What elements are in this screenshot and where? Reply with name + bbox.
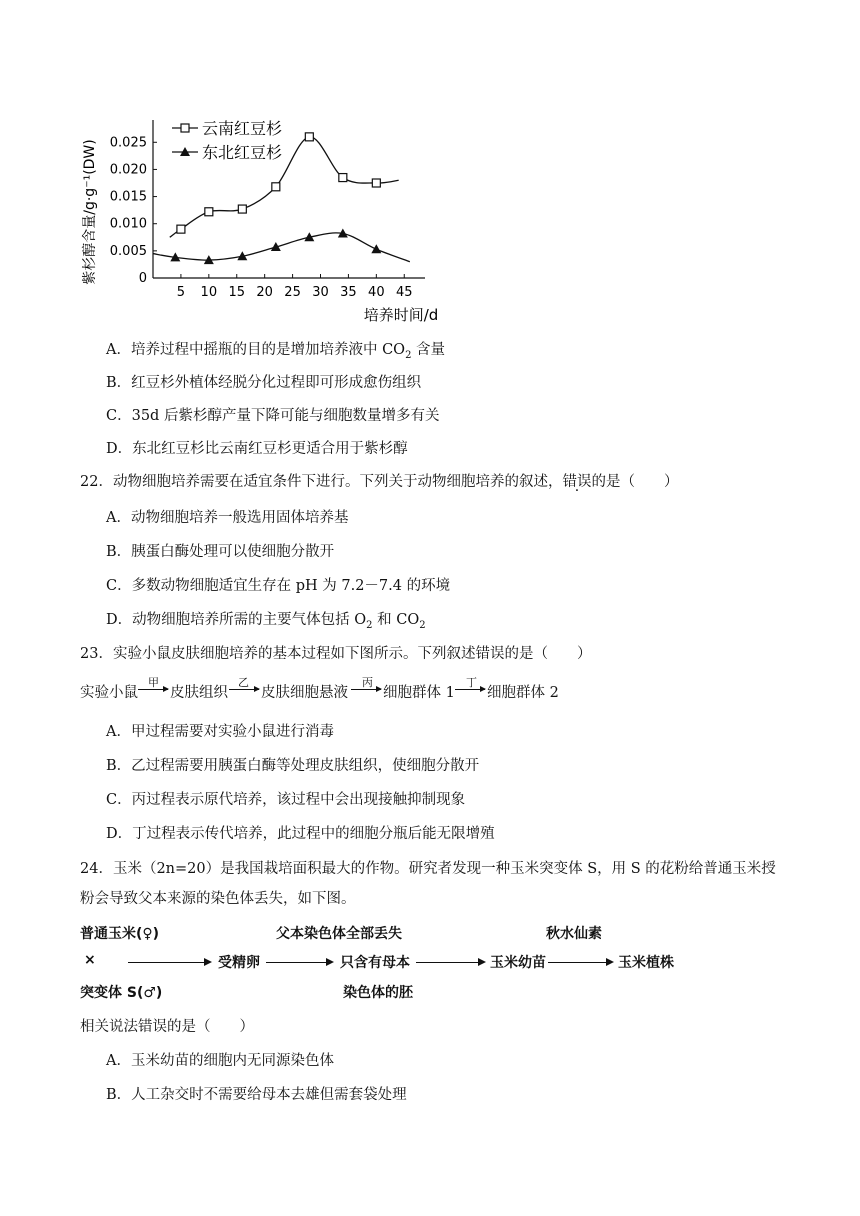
- data-point-square: [177, 225, 185, 233]
- q24-stem-line1: 24．玉米（2n=20）是我国栽培面积最大的作物。研究者发现一种玉米突变体 S，用 S 的花粉给普通玉米授: [80, 861, 776, 877]
- flow-arrow: [351, 689, 381, 690]
- y-tick-label: 0.015: [109, 189, 147, 205]
- x-axis-label: 培养时间/d: [363, 306, 439, 324]
- y-tick-label: 0: [138, 271, 147, 286]
- flow-step-label: 甲: [148, 676, 159, 689]
- q21-option-c: C．35d 后紫杉醇产量下降可能与细胞数量增多有关: [106, 408, 440, 424]
- data-point-square: [205, 208, 213, 216]
- loss-note: 父本染色体全部丢失: [276, 926, 402, 942]
- q24-tail: 相关说法错误的是（ ）: [80, 1019, 254, 1035]
- taxol-content-chart: [80, 108, 440, 336]
- legend-label: 东北红豆杉: [202, 143, 283, 162]
- q23-option-d: D．丁过程表示传代培养，此过程中的细胞分瓶后能无限增殖: [106, 826, 495, 842]
- y-tick-label: 0.010: [109, 216, 147, 232]
- embryo-line2: 染色体的胚: [343, 985, 413, 1001]
- cross-arrow: [128, 962, 210, 963]
- zygote: 受精卵: [218, 955, 260, 971]
- q23-option-b: B．乙过程需要用胰蛋白酶等处理皮肤组织，使细胞分散开: [106, 758, 480, 774]
- treatment-arrow: [548, 962, 612, 963]
- flow-node: 实验小鼠: [80, 685, 138, 701]
- data-point-square: [272, 183, 280, 191]
- flow-step-label: 丙: [362, 676, 373, 689]
- x-tick-label: 35: [340, 285, 357, 300]
- q22-option-b: B．胰蛋白酶处理可以使细胞分散开: [106, 544, 335, 560]
- flow-step-label: 丁: [466, 676, 477, 689]
- embryo-line1: 只含有母本: [340, 955, 410, 971]
- q21-option-a: A．培养过程中摇瓶的目的是增加培养液中 $CO_2$ 含量: [106, 342, 446, 361]
- x-tick-label: 5: [176, 285, 186, 300]
- q22-option-c: C．多数动物细胞适宜生存在 pH 为 7.2－7.4 的环境: [106, 578, 451, 594]
- flow-node: 细胞群体 1: [383, 685, 455, 701]
- parent-female: 普通玉米(♀): [80, 926, 160, 942]
- q23-option-c: C．丙过程表示原代培养，该过程中会出现接触抑制现象: [106, 792, 466, 808]
- flow-node: 皮肤细胞悬液: [261, 685, 348, 701]
- q21-option-b: B．红豆杉外植体经脱分化过程即可形成愈伤组织: [106, 375, 422, 391]
- flow-node: 细胞群体 2: [487, 685, 559, 701]
- q22-option-a: A．动物细胞培养一般选用固体培养基: [106, 510, 349, 526]
- q21-option-d: D．东北红豆杉比云南红豆杉更适合用于紫杉醇: [106, 441, 408, 457]
- q23-option-a: A．甲过程需要对实验小鼠进行消毒: [106, 724, 334, 740]
- data-point-square: [372, 179, 380, 187]
- flow-node: 皮肤组织: [170, 685, 228, 701]
- y-tick-label: 0.025: [109, 135, 147, 151]
- parent-male: 突变体 S(♂): [80, 985, 163, 1001]
- x-tick-label: 20: [256, 285, 273, 300]
- flow-arrow: [229, 689, 259, 690]
- cross-symbol: ×: [84, 952, 96, 968]
- data-point-square: [238, 205, 246, 213]
- data-point-square: [305, 133, 313, 141]
- q23-stem: 23．实验小鼠皮肤细胞培养的基本过程如下图所示。下列叙述错误的是（ ）: [80, 646, 592, 662]
- q22-option-d: D．动物细胞培养所需的主要气体包括 $O_2$ 和 $CO_2$: [106, 612, 426, 631]
- series-line: [153, 233, 410, 262]
- x-tick-label: 45: [395, 285, 413, 300]
- y-tick-label: 0.005: [109, 243, 147, 259]
- q24-option-a: A．玉米幼苗的细胞内无同源染色体: [106, 1053, 334, 1069]
- treatment: 秋水仙素: [546, 926, 602, 942]
- q24-stem-line2: 粉会导致父本来源的染色体丢失，如下图。: [80, 891, 356, 907]
- loss-arrow: [266, 962, 332, 963]
- data-point-triangle: [371, 244, 381, 253]
- x-tick-label: 40: [368, 285, 385, 300]
- y-axis-label: 紫杉醇含量/g·g⁻¹(DW): [82, 139, 98, 285]
- y-tick-label: 0.020: [109, 162, 147, 178]
- flow-arrow: [455, 689, 485, 690]
- q24-option-b: B．人工杂交时不需要给母本去雄但需套袋处理: [106, 1087, 407, 1103]
- flow-step-label: 乙: [238, 676, 249, 689]
- grow-arrow: [416, 962, 484, 963]
- x-tick-label: 30: [312, 285, 329, 300]
- seedling: 玉米幼苗: [490, 955, 546, 971]
- x-tick-label: 10: [200, 285, 218, 300]
- flow-arrow: [138, 689, 168, 690]
- x-tick-label: 15: [228, 285, 246, 300]
- legend-marker-square: [181, 124, 189, 132]
- data-point-square: [339, 174, 347, 182]
- q22-stem: 22．动物细胞培养需要在适宜条件下进行。下列关于动物细胞培养的叙述，错误的是（ ）: [80, 474, 679, 490]
- x-tick-label: 25: [284, 285, 301, 300]
- plant: 玉米植株: [618, 955, 674, 971]
- legend-label: 云南红豆杉: [202, 119, 283, 138]
